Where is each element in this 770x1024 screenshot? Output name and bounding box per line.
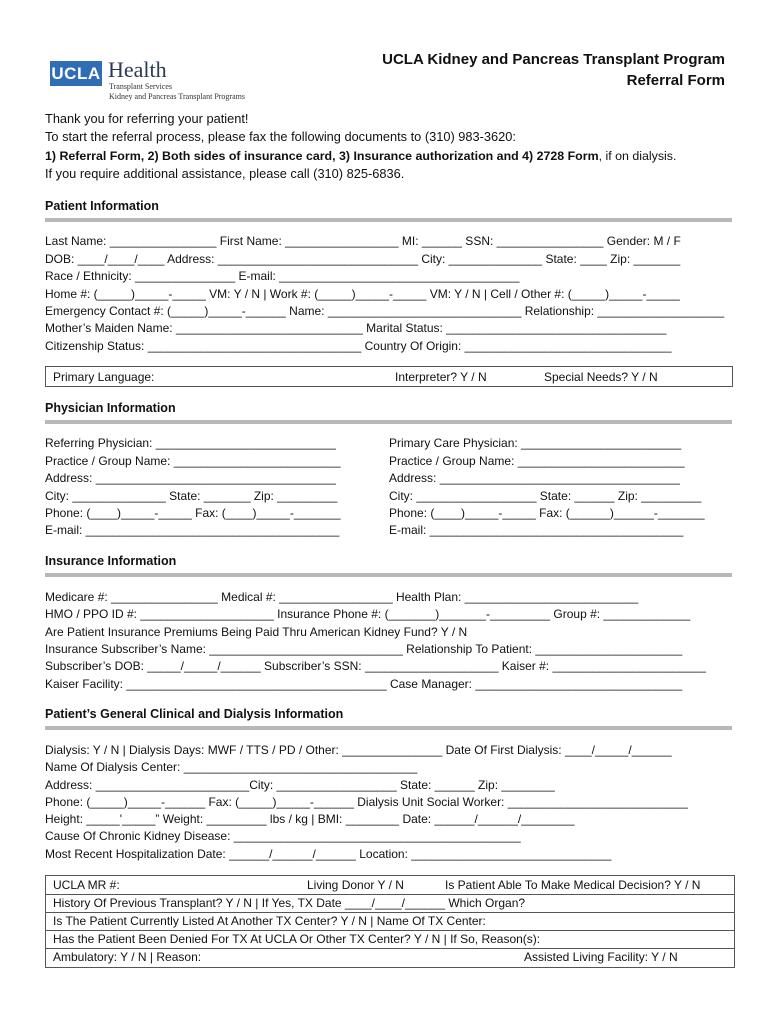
insurance-section-heading: Insurance Information	[45, 554, 177, 568]
patient-line-phones[interactable]: Home #: (_____)_____-_____ VM: Y / N | Work #: (_____)_____-_____ VM: Y / N | Cell / Other #: (_____)_____-_____	[45, 287, 680, 301]
clinical-section-heading: Patient’s General Clinical and Dialysis Information	[45, 707, 344, 721]
medical-decision-field[interactable]: Is Patient Able To Make Medical Decision? Y / N	[445, 878, 701, 892]
patient-line-race-email[interactable]: Race / Ethnicity: _______________ E-mail: ____________________________________	[45, 269, 520, 283]
clinical-line-phone[interactable]: Phone: (_____)_____-______ Fax: (_____)_____-______ Dialysis Unit Social Worker: ___________________________	[45, 795, 688, 809]
patient-section-heading: Patient Information	[45, 199, 159, 213]
insurance-line-medicare[interactable]: Medicare #: ________________ Medical #: _________________ Health Plan: __________________________	[45, 590, 639, 604]
table-row-divider	[46, 948, 734, 949]
patient-line-emergency[interactable]: Emergency Contact #: (_____)_____-______ Name: _____________________________ Relationship: ___________________	[45, 304, 725, 318]
clinical-line-dialysis[interactable]: Dialysis: Y / N | Dialysis Days: MWF / TTS / PD / Other: _______________ Date Of First Dialysis: ____/_____/______	[45, 743, 672, 757]
logo-subtitle-1: Transplant Services	[109, 82, 173, 91]
ambulatory-field[interactable]: Ambulatory: Y / N | Reason:	[53, 950, 202, 964]
pcp-email-field[interactable]: E-mail: ______________________________________	[389, 523, 684, 537]
logo-subtitle-2: Kidney and Pancreas Transplant Programs	[109, 92, 245, 101]
pcp-city-field[interactable]: City: __________________ State: ______ Zip: _________	[389, 489, 702, 503]
patient-line-maiden-marital[interactable]: Mother’s Maiden Name: ____________________________ Marital Status: _________________________________	[45, 321, 667, 335]
clinical-section-rule	[45, 726, 732, 730]
patient-line-citizenship[interactable]: Citizenship Status: ________________________________ Country Of Origin: _______________________________	[45, 339, 672, 353]
referring-address-field[interactable]: Address: ____________________________________	[45, 471, 336, 485]
patient-section-rule	[45, 218, 732, 222]
patient-line-dob-address[interactable]: DOB: ____/____/____ Address: ______________________________ City: ______________ State: ____ Zip: _______	[45, 252, 681, 266]
table-row-divider	[46, 930, 734, 931]
clinical-line-address[interactable]: Address: _______________________City: __________________ State: ______ Zip: ________	[45, 778, 555, 792]
assisted-living-field[interactable]: Assisted Living Facility: Y / N	[524, 950, 678, 964]
referring-phone-field[interactable]: Phone: (____)_____-_____ Fax: (____)_____-_______	[45, 506, 341, 520]
ucla-mr-field[interactable]: UCLA MR #:	[53, 878, 120, 892]
pcp-physician-field[interactable]: Primary Care Physician: ________________________	[389, 436, 682, 450]
insurance-line-kaiser[interactable]: Kaiser Facility: _______________________________________ Case Manager: _______________________________	[45, 677, 683, 691]
referring-physician-field[interactable]: Referring Physician: ___________________________	[45, 436, 336, 450]
living-donor-field[interactable]: Living Donor Y / N	[307, 878, 404, 892]
clinical-line-ckd-cause[interactable]: Cause Of Chronic Kidney Disease: ___________________________________________	[45, 829, 521, 843]
intro-thanks: Thank you for referring your patient!	[45, 111, 249, 126]
insurance-line-subscriber[interactable]: Insurance Subscriber’s Name: _____________________________ Relationship To Patient: ______________________	[45, 642, 683, 656]
pcp-address-field[interactable]: Address: ____________________________________	[389, 471, 680, 485]
ucla-logo-mark: UCLA	[50, 61, 102, 86]
referring-practice-field[interactable]: Practice / Group Name: _________________________	[45, 454, 341, 468]
intro-assist: If you require additional assistance, please call (310) 825-6836.	[45, 166, 405, 181]
intro-docs-tail: , if on dialysis.	[598, 149, 677, 163]
intro-fax: To start the referral process, please fax the following documents to (310) 983-3620:	[45, 129, 516, 144]
program-title: UCLA Kidney and Pancreas Transplant Program	[382, 51, 725, 68]
physician-section-rule	[45, 420, 732, 424]
insurance-section-rule	[45, 573, 732, 577]
language-box	[45, 366, 733, 387]
form-title: Referral Form	[626, 72, 725, 89]
primary-language-field[interactable]: Primary Language:	[53, 370, 155, 384]
referring-city-field[interactable]: City: ______________ State: _______ Zip: _________	[45, 489, 338, 503]
pcp-phone-field[interactable]: Phone: (____)_____-_____ Fax: (______)______-_______	[389, 506, 705, 520]
intro-docs	[45, 149, 676, 163]
clinical-line-center[interactable]: Name Of Dialysis Center: ___________________________________	[45, 760, 418, 774]
insurance-line-subscriber-dob[interactable]: Subscriber’s DOB: _____/_____/______ Subscriber’s SSN: ____________________ Kaiser #: _______________________	[45, 659, 706, 673]
special-needs-field[interactable]: Special Needs? Y / N	[544, 370, 658, 384]
insurance-line-akf[interactable]: Are Patient Insurance Premiums Being Paid Thru American Kidney Fund? Y / N	[45, 625, 468, 639]
table-row-divider	[46, 894, 734, 895]
pcp-practice-field[interactable]: Practice / Group Name: _________________________	[389, 454, 685, 468]
denied-transplant-field[interactable]: Has the Patient Been Denied For TX At UCLA Or Other TX Center? Y / N | If So, Reason(s):	[53, 932, 541, 946]
listed-other-center-field[interactable]: Is The Patient Currently Listed At Another TX Center? Y / N | Name Of TX Center:	[53, 914, 486, 928]
referring-email-field[interactable]: E-mail: ______________________________________	[45, 523, 340, 537]
interpreter-field[interactable]: Interpreter? Y / N	[395, 370, 487, 384]
clinical-line-height-weight[interactable]: Height: _____'_____” Weight: _________ lbs / kg | BMI: ________ Date: ______/______/________	[45, 812, 575, 826]
intro-docs-bold: 1) Referral Form, 2) Both sides of insurance card, 3) Insurance authorization and 4) 2728 Form	[45, 149, 599, 163]
insurance-line-hmo[interactable]: HMO / PPO ID #: ____________________ Insurance Phone #: (_______)_______-_________ Group #: _____________	[45, 607, 691, 621]
clinical-status-table	[45, 875, 735, 968]
logo-health-text: Health	[108, 57, 167, 82]
clinical-line-hospitalization[interactable]: Most Recent Hospitalization Date: ______/______/______ Location: ______________________________	[45, 847, 612, 861]
table-row-divider	[46, 912, 734, 913]
patient-line-name[interactable]: Last Name: ________________ First Name: _________________ MI: ______ SSN: ________________ Gender: M / F	[45, 234, 681, 248]
previous-transplant-field[interactable]: History Of Previous Transplant? Y / N | If Yes, TX Date ____/____/______ Which Organ?	[53, 896, 526, 910]
physician-section-heading: Physician Information	[45, 401, 176, 415]
